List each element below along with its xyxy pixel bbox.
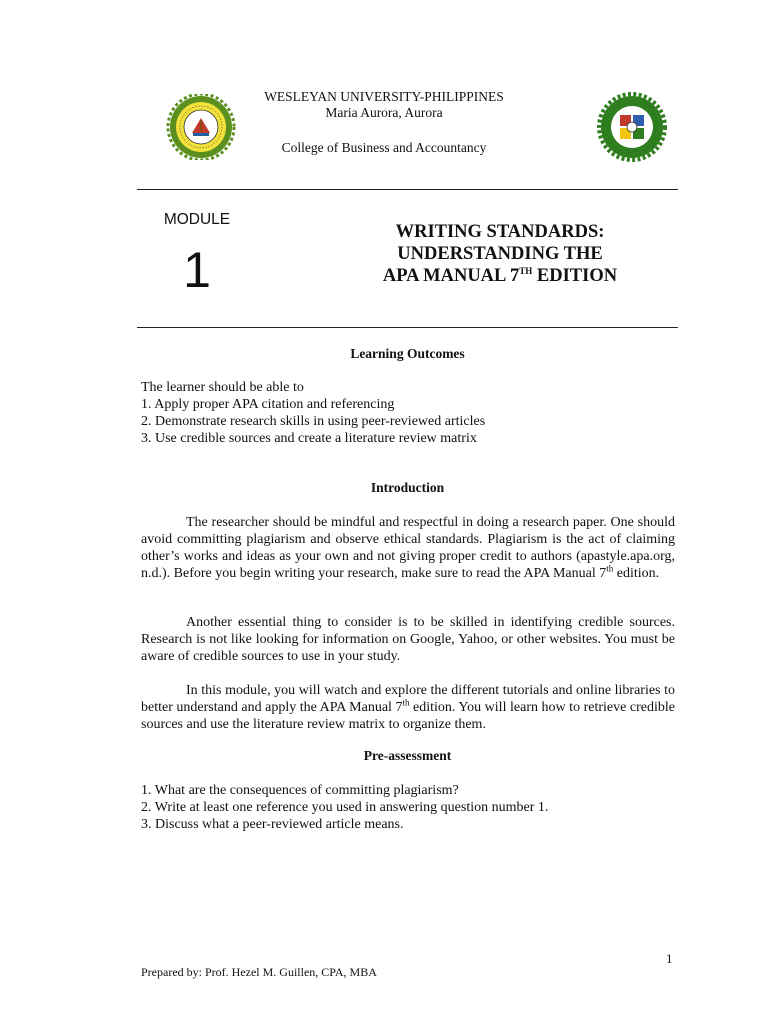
bottom-divider xyxy=(137,327,678,328)
top-divider xyxy=(137,189,678,190)
pre-assessment-item: 2. Write at least one reference you used in answering question number 1. xyxy=(141,800,549,815)
learning-outcomes-intro: The learner should be able to xyxy=(141,380,304,395)
college-name: College of Business and Accountancy xyxy=(281,140,487,155)
learning-outcome-item: 2. Demonstrate research skills in using peer-reviewed articles xyxy=(141,414,486,429)
introduction-paragraph-1: The researcher should be mindful and respectful in doing a research paper. One should avoid committing plagiarism and observe ethical standards. Plagiarism is the act of claiming other’s works and ideas as your own and not giving proper credit to authors (apastyle.apa.org, n.d.). Before you begin writing your research, make sure to read the APA Manual 7th edition. xyxy=(141,515,675,581)
learning-outcomes-heading: Learning Outcomes xyxy=(350,346,465,361)
pre-assessment-heading: Pre-assessment xyxy=(363,748,452,763)
learning-outcome-item: 1. Apply proper APA citation and referencing xyxy=(141,397,395,412)
university-location: Maria Aurora, Aurora xyxy=(325,105,443,120)
module-number: 1 xyxy=(183,242,211,298)
introduction-paragraph-3: In this module, you will watch and explore the different tutorials and online libraries to better understand and apply the APA Manual 7th edition. You will learn how to retrieve credible sources and use the literature review matrix to organize them. xyxy=(141,683,675,732)
university-name: WESLEYAN UNIVERSITY-PHILIPPINES xyxy=(264,89,504,104)
page-number: 1 xyxy=(666,951,673,966)
module-title-line-2: UNDERSTANDING THE xyxy=(397,244,603,264)
introduction-heading: Introduction xyxy=(370,480,445,495)
prepared-by: Prepared by: Prof. Hezel M. Guillen, CPA, MBA xyxy=(141,965,377,979)
introduction-paragraph-2: Another essential thing to consider is to be skilled in identifying credible sources. Research is not like looking for information on Google, Yahoo, or other websites. You must be aware of credible sources to use in your study. xyxy=(141,615,675,664)
module-title-line-1: WRITING STANDARDS: xyxy=(395,222,605,242)
module-label: MODULE xyxy=(163,211,231,228)
learning-outcome-item: 3. Use credible sources and create a literature review matrix xyxy=(141,431,477,446)
pre-assessment-item: 1. What are the consequences of committing plagiarism? xyxy=(141,783,459,798)
pre-assessment-item: 3. Discuss what a peer-reviewed article means. xyxy=(141,817,404,832)
module-title-line-3: APA MANUAL 7TH EDITION xyxy=(382,265,618,286)
